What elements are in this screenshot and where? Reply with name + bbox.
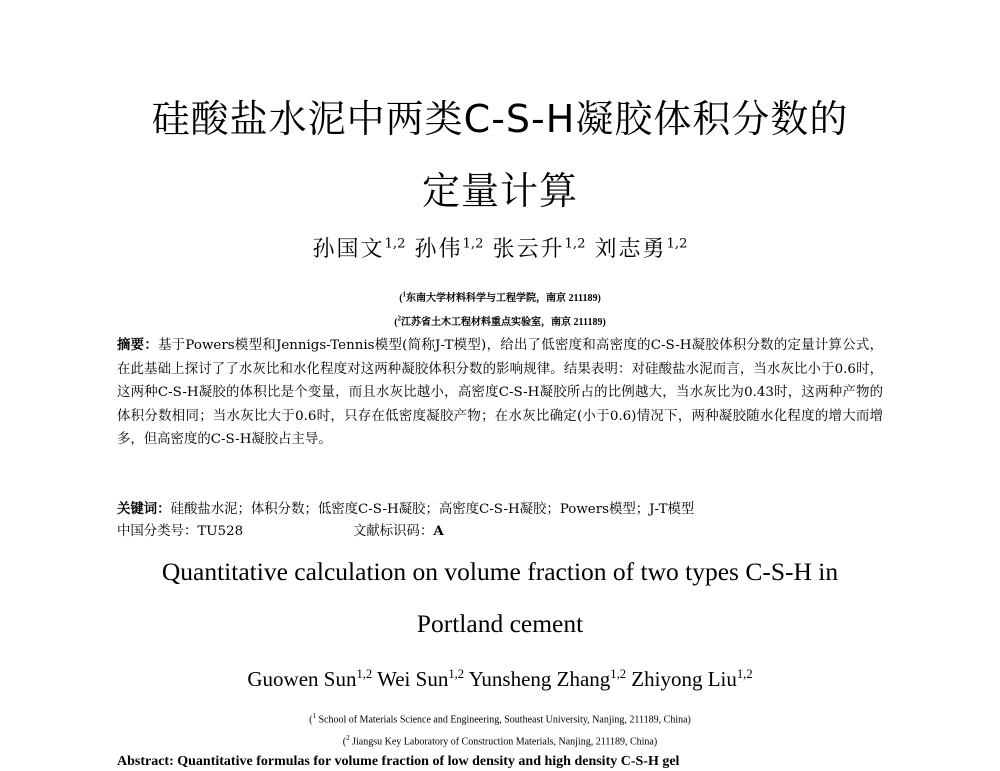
author-cn: 孙国文$^{1,2}$ — [312, 236, 406, 262]
abstract-cn-label: 摘要： — [117, 337, 159, 353]
abstract-cn-text: 基于Powers模型和Jennigs-Tennis模型(简称J-T模型)，给出了低密度和高密度的C-S-H凝胶体积分数的定量计算公式，在此基础上探讨了了水灰比和水化程度对这两种凝胶体积分数的影响规律。结果表明：对硅酸盐水泥而言，当水灰比小于0.6时，这两种C-S-H凝胶的体积比是个变量，而且水灰比越小，高密度C-S-H凝胶所占的比例越大，当水灰比为0.43时，这两种产物的体积分数相同；当水灰比大于0.6时，只存在低密度凝胶产物；在水灰比确定(小于0.6)情况下，两种凝胶随水化程度的增大而增多，但高密度的C-S-H凝胶占主导。 — [117, 338, 884, 447]
affiliation-cn-2: ($^2$江苏省土木工程材料重点实验室，南京 211189) — [394, 314, 606, 328]
keywords-cn-label: 关键词： — [117, 501, 171, 517]
author-cn: 张云升$^{1,2}$ — [492, 236, 586, 262]
author-cn: 刘志勇$^{1,2}$ — [594, 236, 688, 262]
doc-code-label: 文献标识码： — [353, 524, 434, 539]
affiliation-cn-1: ($^1$东南大学材料科学与工程学院，南京 211189) — [399, 290, 601, 304]
authors-en — [0, 667, 1000, 692]
doc-code — [353, 520, 444, 544]
authors-cn — [0, 232, 1000, 263]
keywords-cn-text: 硅酸盐水泥；体积分数；低密度C-S-H凝胶；高密度C-S-H凝胶；Powers模型；J-T模型 — [170, 502, 695, 517]
affiliation-en-1: ($^1$ School of Materials Science and Engineering, Southeast University, Nanjing, 211189, China) — [309, 712, 691, 726]
author-en: Yunsheng Zhang$^{1,2}$ — [468, 667, 627, 691]
clc-value: TU528 — [197, 524, 244, 539]
affiliation-en-2: ($^2$ Jiangsu Key Laboratory of Construction Materials, Nanjing, 211189, China) — [342, 734, 658, 748]
title-en-line2: Portland cement — [416, 609, 584, 638]
abstract-cn — [117, 334, 883, 452]
cut-off-text: Abstract: Quantitative formulas for volume fraction of low density and high density C-S-H gel — [117, 754, 680, 769]
title-cn-line1: 硅酸盐水泥中两类C-S-H凝胶体积分数的 — [151, 97, 849, 141]
title-cn-line2: 定量计算 — [421, 169, 578, 213]
title-en-line1: Quantitative calculation on volume fraction of two types C-S-H in — [161, 557, 839, 586]
clc-label: 中国分类号： — [117, 524, 198, 539]
doc-code-value: A — [433, 523, 444, 539]
author-en: Wei Sun$^{1,2}$ — [377, 667, 465, 691]
cut-off-line — [117, 753, 883, 769]
author-en: Zhiyong Liu$^{1,2}$ — [631, 667, 753, 691]
keywords-cn — [117, 498, 883, 522]
classification-row — [117, 520, 883, 544]
author-en: Guowen Sun$^{1,2}$ — [247, 667, 373, 691]
author-cn: 孙伟$^{1,2}$ — [414, 236, 484, 262]
